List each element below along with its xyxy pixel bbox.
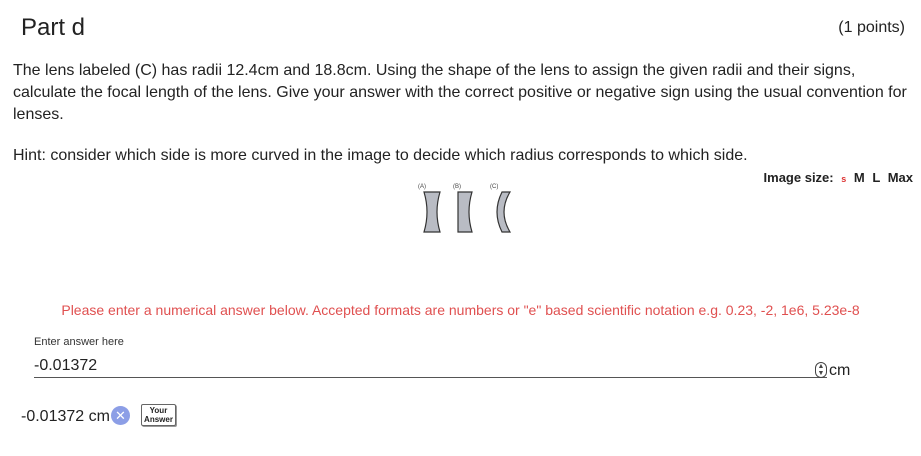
answer-field-label: Enter answer here [34,336,124,348]
lens-a [424,192,440,232]
clear-answer-icon[interactable]: ✕ [111,406,130,425]
points-label: (1 points) [838,19,905,36]
question-text: The lens labeled (C) has radii 12.4cm and 18.8cm. Using the shape of the lens to assign the given radii and their signs, calculate the focal length of the lens. Give your answer with the correct positive or negative sign using the usual convention for lenses. [13,62,907,123]
lens-figure [410,183,520,238]
image-size-label: Image size: [763,170,834,185]
stepper-icon[interactable]: ▲ ▼ [815,362,827,378]
hint-text: Hint: consider which side is more curved in the image to decide which radius corresponds to which side. [13,147,748,164]
lens-b [458,192,472,232]
submitted-answer: -0.01372 cm [21,408,110,425]
your-answer-badge[interactable] [141,404,176,426]
image-size-small-button[interactable]: s [841,174,847,184]
image-size-max-button[interactable]: Max [887,170,913,185]
format-notice: Please enter a numerical answer below. Accepted formats are numbers or "e" based scientific notation e.g. 0.23, -2, 1e6, 5.23e-8 [61,302,860,318]
image-size-large-button[interactable]: L [872,170,881,185]
image-size-medium-button[interactable]: M [853,170,865,185]
lens-drawing [410,183,520,238]
lens-c-label: (C) [490,184,499,190]
answer-input[interactable] [34,355,827,378]
lens-c [497,192,510,232]
part-title: Part d [21,14,86,41]
your-answer-line1: Your [149,406,168,415]
image-size-control [764,170,913,185]
lens-a-label: (A) [418,184,426,190]
lens-b-label: (B) [453,184,461,190]
your-answer-line2: Answer [144,415,173,424]
answer-unit: cm [829,362,851,379]
